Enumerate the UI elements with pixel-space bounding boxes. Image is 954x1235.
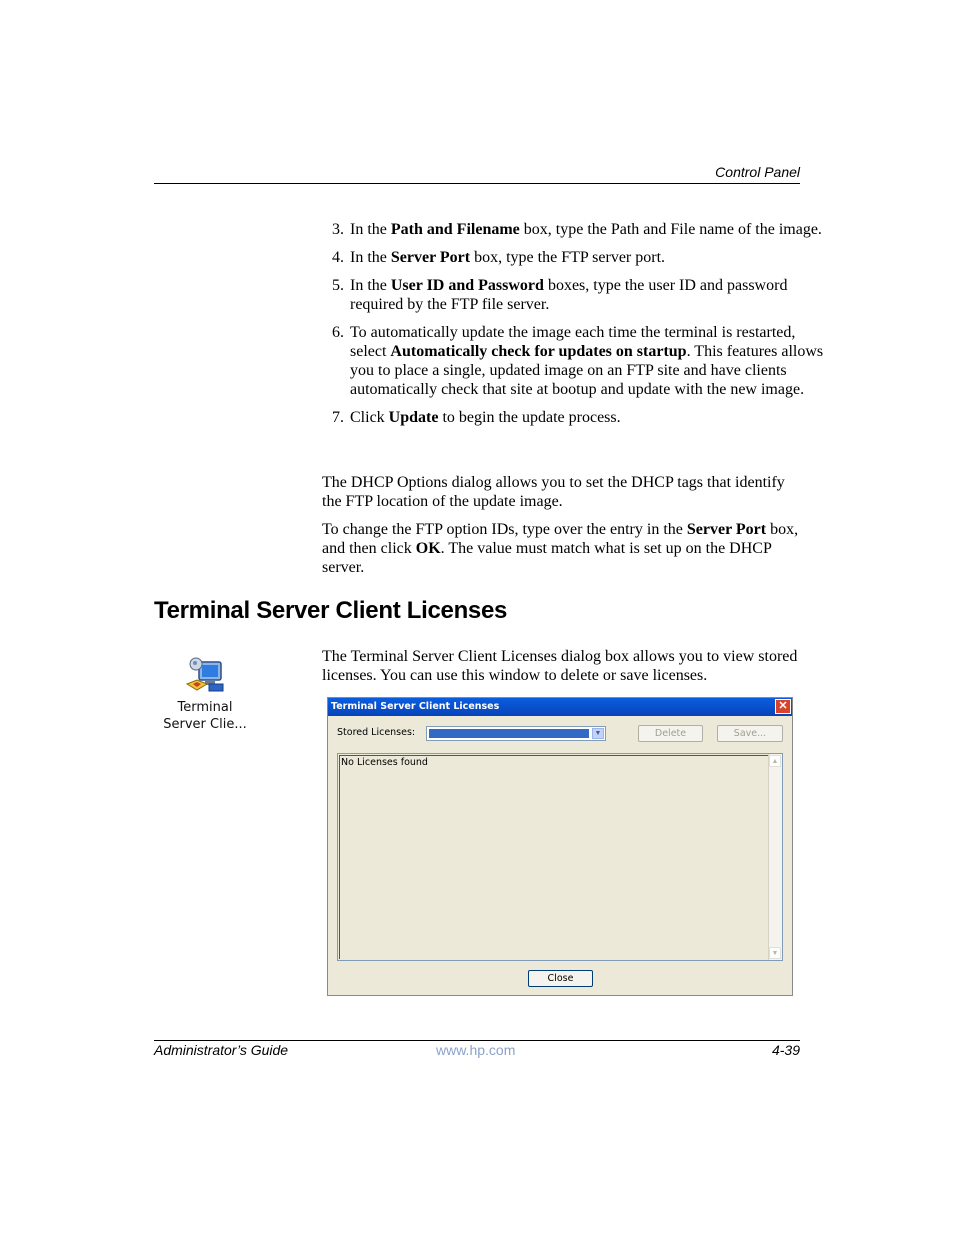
step-number: 7.	[332, 409, 344, 426]
footer-guide-title: Administrator’s Guide	[154, 1042, 289, 1058]
running-header: Control Panel	[715, 164, 800, 180]
vertical-scrollbar[interactable]	[768, 754, 782, 960]
footer-rule	[154, 1040, 800, 1041]
dialog-titlebar: Terminal Server Client Licenses	[328, 698, 792, 716]
empty-list-message: No Licenses found	[341, 757, 428, 768]
terminal-server-client-icon-tile	[158, 654, 252, 733]
step-list	[322, 220, 828, 436]
icon-label-line2: Server Clie...	[163, 717, 247, 732]
paragraph-ftp-ids: To change the FTP option IDs, type over the entry in the Server Port box, and then click OK. The value must match what is set up on the DHCP server.	[322, 521, 799, 576]
chevron-down-icon[interactable]: ▼	[592, 728, 604, 739]
page-number: 4-39	[771, 1042, 800, 1058]
list-item: 7. Click Update to begin the update process.	[332, 409, 621, 426]
step-number: 3.	[332, 221, 344, 238]
list-item: 4. In the Server Port box, type the FTP server port.	[332, 249, 666, 266]
licenses-list[interactable]	[337, 753, 783, 961]
paragraph-dhcp: The DHCP Options dialog allows you to set the DHCP tags that identify the FTP location of the update image.	[322, 474, 785, 510]
step-number: 6.	[332, 324, 344, 341]
dropdown-selection	[429, 729, 589, 738]
icon-label-line1: Terminal	[177, 700, 233, 715]
section-title: Terminal Server Client Licenses	[154, 597, 508, 624]
step-number: 4.	[332, 249, 344, 266]
terminal-server-icon	[183, 654, 227, 694]
licenses-list-inner	[339, 755, 768, 959]
scroll-down-icon[interactable]: ▼	[769, 947, 781, 959]
paragraph-intro: The Terminal Server Client Licenses dialog box allows you to view stored licenses. You can use this window to delete or save licenses.	[322, 648, 798, 684]
stored-licenses-label: Stored Licenses:	[337, 727, 416, 738]
list-item: 5. In the User ID and Password boxes, type the user ID and password required by the FTP file server.	[332, 277, 788, 313]
scroll-up-icon[interactable]: ▲	[769, 755, 781, 767]
list-item: 6. To automatically update the image each time the terminal is restarted, select Automatically check for updates on startup. This features allows you to place a single, updated image on an FTP site and have clients automatically check that site at bootup and update with the new image.	[332, 324, 824, 398]
close-window-button[interactable]: ✕	[775, 699, 791, 714]
list-item: 3. In the Path and Filename box, type the Path and File name of the image.	[332, 221, 822, 238]
header-rule	[154, 183, 800, 184]
stored-licenses-dropdown[interactable]	[426, 726, 606, 741]
delete-button[interactable]: Delete	[638, 725, 703, 742]
footer-url-link[interactable]: www.hp.com	[436, 1042, 516, 1058]
save-button[interactable]: Save...	[717, 725, 783, 742]
licenses-dialog	[327, 697, 793, 996]
close-button[interactable]: Close	[528, 970, 593, 987]
step-number: 5.	[332, 277, 344, 294]
